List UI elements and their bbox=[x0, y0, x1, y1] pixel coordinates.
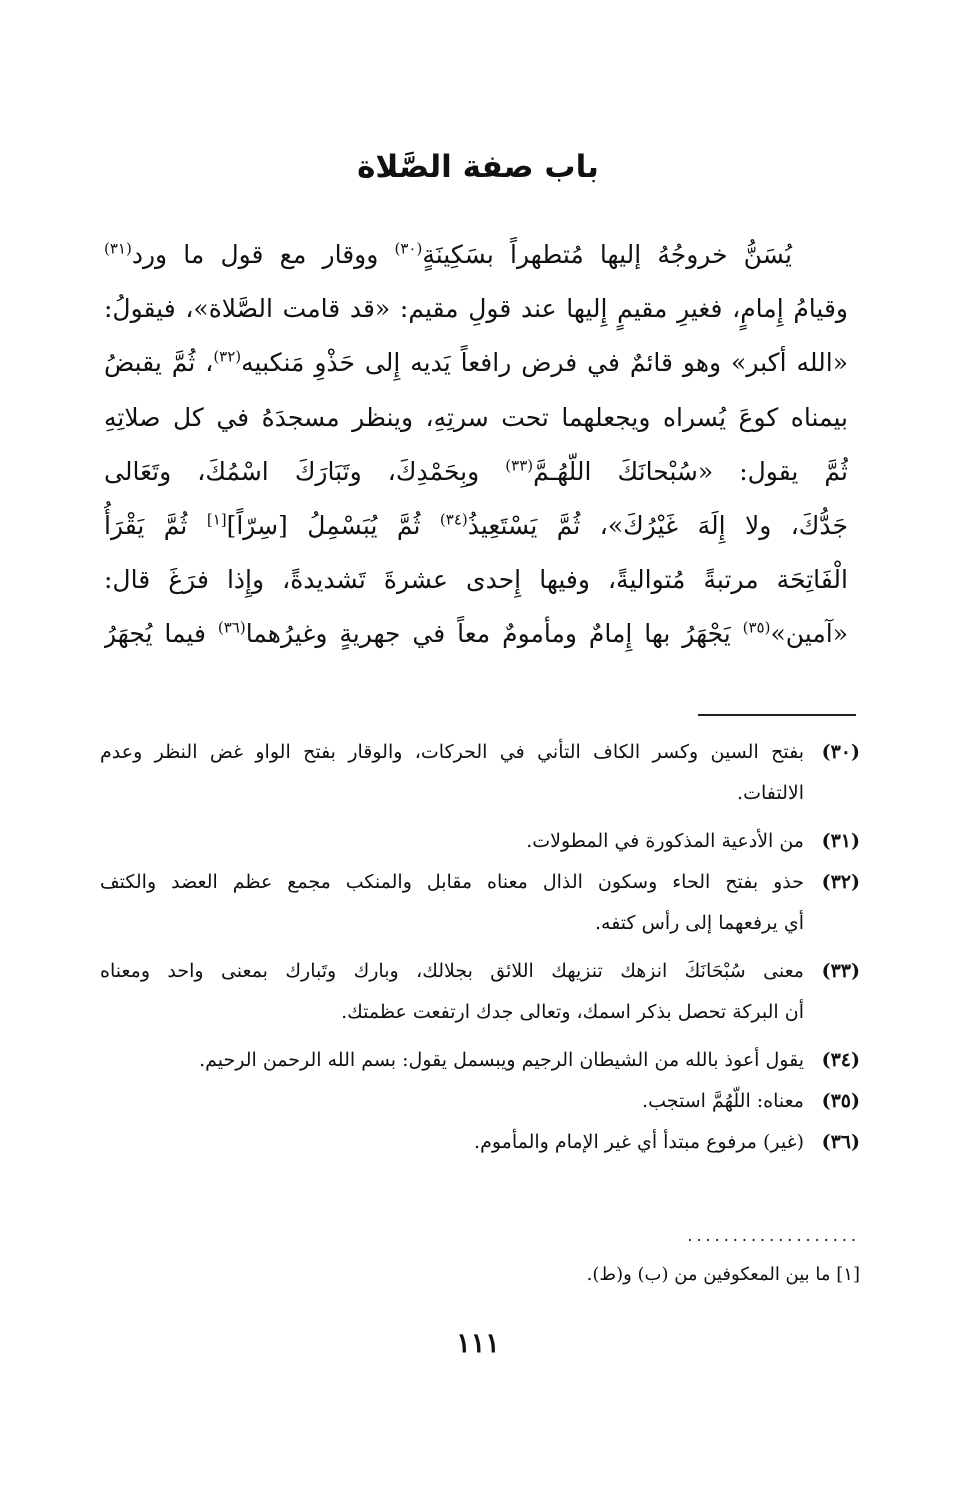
footnote-line: حذو بفتح الحاء وسكون الذال معناه مقابل والمنكب مجمع عظم العضد والكتف bbox=[100, 871, 804, 893]
main-text-segment: الْفَاتِحَة مرتبةً مُتواليةً، وفيها إِحدى عشرةَ تَشديدةً، وإِذا فرَغَ قال: bbox=[104, 565, 848, 595]
footnote-marker[interactable]: (٣١) bbox=[104, 239, 132, 258]
footnote-item bbox=[100, 1081, 860, 1122]
footnote-text bbox=[100, 732, 804, 814]
main-text-segment: ثُمَّ يَقْرَأُ bbox=[104, 510, 207, 540]
main-text-segment: «آمين» bbox=[770, 619, 848, 649]
main-text-segment: جَدُّكَ، ولا إِلَهَ غَيْرُكَ»، ثُمَّ يَسْتَعِيذُ bbox=[467, 510, 848, 540]
main-text-segment: ثُمَّ يُبَسْمِلُ [سِرّاً] bbox=[226, 510, 440, 540]
footnote-line: بفتح السين وكسر الكاف التأني في الحركات، والوقار بفتح الواو غض النظر وعدم bbox=[100, 741, 804, 763]
footnote-line: من الأدعية المذكورة في المطولات. bbox=[526, 830, 804, 852]
footnote-number: (٣٣) bbox=[821, 960, 860, 982]
footnote-text bbox=[100, 821, 804, 862]
main-text-segment: ثُمَّ يقول: «سُبْحانَكَ اللّهُـمَّ bbox=[533, 456, 848, 486]
footnote-marker[interactable]: (٣٤) bbox=[439, 510, 468, 529]
footnote-item bbox=[100, 1122, 860, 1163]
footnote-separator-rule bbox=[698, 714, 856, 716]
footnote-item bbox=[100, 951, 860, 1033]
footnote-number: (٣٠) bbox=[821, 741, 860, 763]
main-text-segment: يَجْهَرُ بها إِمامٌ ومأمومٌ معاً في جهريةٍ وغيرُهما bbox=[245, 619, 743, 649]
main-text-line-5 bbox=[104, 445, 848, 499]
footnote-line: (غير) مرفوع مبتدأ أي غير الإمام والمأموم. bbox=[474, 1131, 804, 1153]
main-text-line-4 bbox=[104, 391, 848, 445]
footnote-text bbox=[100, 951, 804, 1033]
main-text-segment: بيمناه كوعَ يُسراه ويجعلهما تحت سرتِهِ، وينظر مسجدَهُ في كل صلاتِهِ bbox=[104, 402, 848, 432]
footnote-text bbox=[100, 862, 804, 944]
main-text-body bbox=[104, 228, 848, 662]
editor-note-separator: ................... bbox=[687, 1226, 860, 1245]
main-text-segment: وبِحَمْدِكَ، وتَبَارَكَ اسْمُكَ، وتَعَالى bbox=[104, 456, 506, 486]
footnotes-section bbox=[100, 732, 860, 1163]
footnote-line: يقول أعوذ بالله من الشيطان الرجيم ويبسمل يقول: بسم الله الرحمن الرحيم. bbox=[199, 1049, 804, 1071]
footnote-text bbox=[100, 1122, 804, 1163]
chapter-title: باب صفة الصَّلاة bbox=[357, 149, 599, 185]
main-text-segment: ، ثُمَّ يقبضُ bbox=[104, 348, 214, 378]
main-text-segment: يُسَنُّ خروجُهُ إليها مُتطهراً بسَكِينَةٍ bbox=[422, 240, 792, 269]
main-text-line-1 bbox=[104, 228, 848, 282]
footnote-item bbox=[100, 862, 860, 944]
footnote-number: (٣٤) bbox=[821, 1049, 860, 1071]
footnote-marker[interactable]: (٣٢) bbox=[213, 348, 242, 367]
footnote-marker[interactable]: (٣٥) bbox=[742, 618, 771, 637]
main-text-line-7 bbox=[104, 553, 848, 607]
main-text-line-6 bbox=[104, 499, 848, 553]
footnote-marker[interactable]: (٣٣) bbox=[505, 456, 534, 475]
main-text-line-8 bbox=[104, 607, 848, 661]
footnote-item bbox=[100, 732, 860, 814]
footnote-number: (٣٦) bbox=[821, 1131, 860, 1153]
footnote-marker[interactable]: (٣٠) bbox=[394, 239, 423, 258]
editor-note: [١] ما بين المعكوفين من (ب) و(ط). bbox=[586, 1264, 860, 1285]
footnote-item bbox=[100, 821, 860, 862]
footnote-line: الالتفات. bbox=[737, 782, 804, 804]
main-text-segment: وقيامُ إِمامٍ، فغيرِ مقيمٍ إِليها عند قولِ مقيم: «قد قامت الصَّلاة»، فيقولُ: bbox=[104, 294, 848, 324]
footnote-number: (٣١) bbox=[821, 830, 860, 852]
main-text-segment: «الله أكبر» وهو قائمٌ في فرض رافعاً يَديه إِلى حَذْوِ مَنكبيه bbox=[241, 348, 848, 378]
footnote-item bbox=[100, 1040, 860, 1081]
footnote-line: أي يرفعهما إلى رأس كتفه. bbox=[594, 912, 804, 934]
footnote-text bbox=[100, 1081, 804, 1122]
footnote-line: معنى سُبْحَانَكَ انزهك تنزيهك اللائق بجلالك، وبارك وتَبارك بمعنى واحد ومعناه bbox=[100, 960, 804, 982]
footnote-line: أن البركة تحصل بذكر اسمك، وتعالى جدك ارتفعت عظمتك. bbox=[341, 1001, 804, 1023]
main-text-line-2 bbox=[104, 282, 848, 336]
footnote-text bbox=[100, 1040, 804, 1081]
page-number: ١١١ bbox=[456, 1328, 500, 1359]
footnote-number: (٣٢) bbox=[821, 871, 860, 893]
footnote-number: (٣٥) bbox=[821, 1090, 860, 1112]
editor-note-marker[interactable]: [١] bbox=[206, 510, 227, 529]
main-text-line-3 bbox=[104, 336, 848, 390]
main-text-segment: فيما يُجهَرُ bbox=[104, 619, 218, 649]
main-text-segment: ووقار مع قول ما ورد bbox=[131, 240, 395, 269]
footnote-line: معناه: اللّهُمَّ استجب. bbox=[642, 1090, 804, 1112]
footnote-marker[interactable]: (٣٦) bbox=[217, 618, 246, 637]
